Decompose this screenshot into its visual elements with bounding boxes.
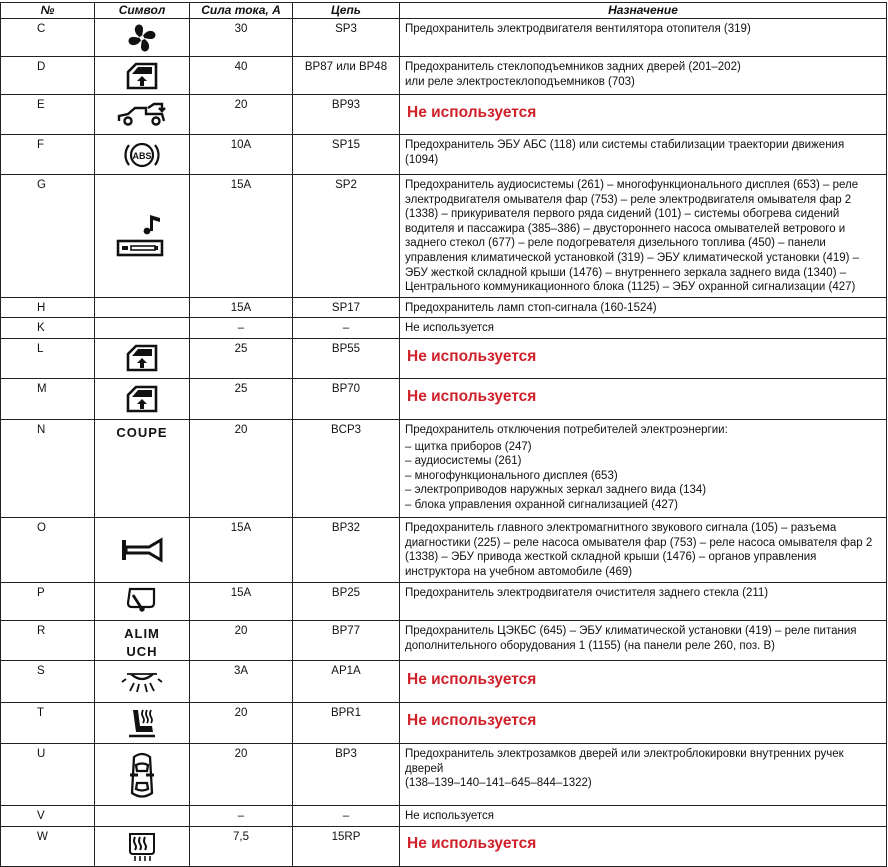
abs-icon: [95, 138, 189, 172]
purpose-text: Предохранитель ламп стоп-сигнала (160-1524): [405, 301, 657, 314]
fuse-row-f: [1, 135, 887, 175]
fuse-amperage: 7,5: [190, 826, 293, 866]
purpose-text: Предохранитель электродвигателя вентилятора отопителя (319): [405, 23, 751, 35]
fuse-amperage: –: [190, 806, 293, 827]
fuse-circuit: AP1A: [293, 661, 400, 703]
consumer-list-item: – блока управления охранной сигнализацией (427): [405, 498, 880, 513]
not-used-label: Не используется: [407, 670, 537, 688]
consumer-list-item: – многофункционального дисплея (653): [405, 469, 880, 484]
fuse-circuit: SP2: [293, 175, 400, 298]
fuse-circuit: BP70: [293, 378, 400, 419]
horn-icon: [95, 536, 189, 564]
header-amps: Сила тока, А: [190, 3, 293, 19]
fuse-row-t: [1, 703, 887, 744]
fuse-amperage: 10A: [190, 135, 293, 175]
door-lock-car-icon: [95, 747, 189, 803]
fuse-symbol: [95, 744, 190, 806]
door-window-icon: [95, 61, 189, 91]
consumer-list-item: – электроприводов наружных зеркал заднего вида (134): [405, 483, 880, 498]
fuse-row-s: [1, 661, 887, 703]
fuse-circuit: BP32: [293, 517, 400, 582]
purpose-text: Предохранитель ЭБУ АБС (118) или системы стабилизации траектории движения (1094): [405, 139, 845, 166]
fuse-amperage: 20: [190, 620, 293, 660]
fuse-purpose: [400, 703, 887, 744]
fuse-symbol: [95, 338, 190, 378]
heated-screen-icon: [95, 829, 189, 863]
purpose-text: Предохранитель стеклоподъемников задних дверей (201–202): [405, 61, 741, 73]
fuse-row-n: [1, 419, 887, 517]
not-used-label: Не используется: [407, 103, 537, 121]
fuse-row-w: [1, 826, 887, 866]
fan-icon: [95, 23, 189, 53]
fuse-amperage: 3A: [190, 661, 293, 703]
fuse-number: E: [1, 95, 95, 135]
fuse-number: K: [1, 318, 95, 339]
not-used-label: Не используется: [407, 388, 537, 406]
fuse-symbol: [95, 95, 190, 135]
fuse-number: O: [1, 517, 95, 582]
purpose-text-line2: (138–139–140–141–645–844–1322): [405, 777, 592, 790]
fuse-number: C: [1, 19, 95, 57]
fuse-amperage: 15A: [190, 175, 293, 298]
header-symbol: Символ: [95, 3, 190, 19]
door-window-icon: [95, 343, 189, 373]
fuse-purpose: [400, 826, 887, 866]
fuse-number: P: [1, 582, 95, 620]
fuse-row-k: [1, 318, 887, 339]
fuse-circuit: BP3: [293, 744, 400, 806]
symbol-label: COUPE: [116, 424, 168, 440]
fuse-row-g: [1, 175, 887, 298]
fuse-number: F: [1, 135, 95, 175]
fuse-purpose: [400, 19, 887, 57]
heated-seat-icon: [95, 706, 189, 740]
fuse-circuit: BP55: [293, 338, 400, 378]
purpose-text: Предохранитель отключения потребителей электроэнергии:: [405, 423, 728, 436]
fuse-symbol: [95, 135, 190, 175]
fuse-purpose: [400, 57, 887, 95]
ceiling-light-icon: [95, 671, 189, 693]
fuse-row-m: [1, 378, 887, 419]
fuse-row-o: [1, 517, 887, 582]
fuse-amperage: 20: [190, 703, 293, 744]
fuse-amperage: –: [190, 318, 293, 339]
fuse-purpose: [400, 517, 887, 582]
fuse-symbol: [95, 620, 190, 660]
fuse-number: S: [1, 661, 95, 703]
not-used-label: Не используется: [407, 835, 537, 853]
rear-wiper-icon: [95, 585, 189, 617]
fuse-circuit: BP93: [293, 95, 400, 135]
fuse-circuit: SP17: [293, 297, 400, 318]
fuse-purpose: [400, 806, 887, 827]
fuse-symbol: [95, 419, 190, 517]
fuse-purpose: [400, 318, 887, 339]
fuse-purpose: [400, 135, 887, 175]
purpose-text: Предохранитель аудиосистемы (261) – многофункционального дисплея (653) – реле электродвигателя омывателя фар (753) – реле электродвигателя омывателя фар 2 (1338) – прикуривателя первого ряда сидений (101) – системы обогрева сидений водителя и пассажира (385–386) – двустороннего насоса омывателей ветрового и заднего стекол (677) – реле подогревателя дизельного топлива (450) – панели управления климатической установкой (319) – ЭБУ климатической установки (419) – ЭБУ жесткой складной крыши (1476) – внутреннего зеркала заднего вида (1340) – Центрального коммуникационного блока (1125) – ЭБУ охранной сигнализации (427): [405, 179, 860, 294]
fuse-number: H: [1, 297, 95, 318]
fuse-amperage: 20: [190, 744, 293, 806]
header-circuit: Цепь: [293, 3, 400, 19]
fuse-number: T: [1, 703, 95, 744]
header-purpose: Назначение: [400, 3, 887, 19]
fuse-row-c: [1, 19, 887, 57]
fuse-row-h: [1, 297, 887, 318]
fuse-symbol: [95, 703, 190, 744]
fuse-row-e: [1, 95, 887, 135]
fuse-circuit: BP87 или BP48: [293, 57, 400, 95]
purpose-text: Предохранитель главного электромагнитного звукового сигнала (105) – разъема диагностики (225) – реле насоса омывателя фар (753) – реле насоса омывателя фар 2 (1338) – ЭБУ привода жесткой складной крыши (1476) – органов управления инструктора на учебном автомобиле (469): [405, 521, 873, 578]
fuse-row-l: [1, 338, 887, 378]
fuse-symbol: [95, 582, 190, 620]
fuse-amperage: 15A: [190, 582, 293, 620]
fuse-row-d: [1, 57, 887, 95]
not-used-label: Не используется: [407, 712, 537, 730]
fuse-symbol: [95, 517, 190, 582]
fuse-circuit: SP15: [293, 135, 400, 175]
fuse-amperage: 15A: [190, 517, 293, 582]
fuse-purpose: [400, 419, 887, 517]
fuse-row-r: [1, 620, 887, 660]
symbol-label-line2: UCH: [126, 643, 158, 659]
fuse-amperage: 15A: [190, 297, 293, 318]
fuse-purpose: [400, 338, 887, 378]
fuse-number: V: [1, 806, 95, 827]
fuse-symbol: [95, 378, 190, 419]
fuse-row-u: [1, 744, 887, 806]
fuse-row-p: [1, 582, 887, 620]
fuse-amperage: 20: [190, 419, 293, 517]
fuse-symbol: [95, 19, 190, 57]
header-no: №: [1, 3, 95, 19]
convertible-roof-icon: [95, 102, 189, 128]
fuse-symbol: [95, 57, 190, 95]
fuse-amperage: 25: [190, 338, 293, 378]
fuse-row-v: [1, 806, 887, 827]
door-window-icon: [95, 384, 189, 414]
audio-icon: [95, 209, 189, 263]
svg-text:ABS: ABS: [132, 150, 152, 161]
fuse-amperage: 20: [190, 95, 293, 135]
consumer-list: [405, 440, 880, 513]
fuse-amperage: 25: [190, 378, 293, 419]
not-used-label: Не используется: [407, 347, 537, 365]
fuse-number: M: [1, 378, 95, 419]
fuse-symbol: [95, 318, 190, 339]
header-row: [1, 3, 887, 19]
fuse-number: U: [1, 744, 95, 806]
fuse-symbol: [95, 826, 190, 866]
fuse-table-body: [1, 19, 887, 867]
fuse-circuit: –: [293, 806, 400, 827]
fuse-number: N: [1, 419, 95, 517]
purpose-text: Не используется: [405, 322, 495, 335]
fuse-amperage: 30: [190, 19, 293, 57]
fuse-symbol: [95, 297, 190, 318]
consumer-list-item: – аудиосистемы (261): [405, 454, 880, 469]
fuse-circuit: BP77: [293, 620, 400, 660]
fuse-number: R: [1, 620, 95, 660]
fuse-circuit: BCP3: [293, 419, 400, 517]
fuse-number: G: [1, 175, 95, 298]
fuse-purpose: [400, 297, 887, 318]
fuse-symbol: [95, 175, 190, 298]
fuse-number: D: [1, 57, 95, 95]
purpose-text: Предохранитель ЦЭКБС (645) – ЭБУ климатической установки (419) – реле питания дополнительного оборудования 1 (1155) (на панели реле 260, поз. В): [405, 624, 857, 652]
purpose-text: Предохранитель электрозамков дверей или электроблокировки внутренних ручек дверей: [405, 748, 844, 775]
fuse-purpose: [400, 95, 887, 135]
fuse-symbol: [95, 806, 190, 827]
fuse-circuit: SP3: [293, 19, 400, 57]
fuse-circuit: –: [293, 318, 400, 339]
fuse-number: L: [1, 338, 95, 378]
fuse-circuit: BP25: [293, 582, 400, 620]
fuse-purpose: [400, 582, 887, 620]
fuse-amperage: 40: [190, 57, 293, 95]
purpose-text: Предохранитель электродвигателя очистителя заднего стекла (211): [405, 586, 769, 599]
fuse-circuit: 15RP: [293, 826, 400, 866]
purpose-text-line2: или реле электростеклоподъемников (703): [405, 75, 635, 88]
consumer-list-item: – щитка приборов (247): [405, 440, 880, 455]
fuse-purpose: [400, 620, 887, 660]
fuse-purpose: [400, 744, 887, 806]
fuse-purpose: [400, 661, 887, 703]
symbol-label: ALIM: [124, 625, 160, 641]
fuse-purpose: [400, 378, 887, 419]
purpose-text: Не используется: [405, 810, 495, 823]
fuse-number: W: [1, 826, 95, 866]
fuse-symbol: [95, 661, 190, 703]
fuse-table: [0, 2, 887, 867]
fuse-circuit: BPR1: [293, 703, 400, 744]
fuse-purpose: [400, 175, 887, 298]
